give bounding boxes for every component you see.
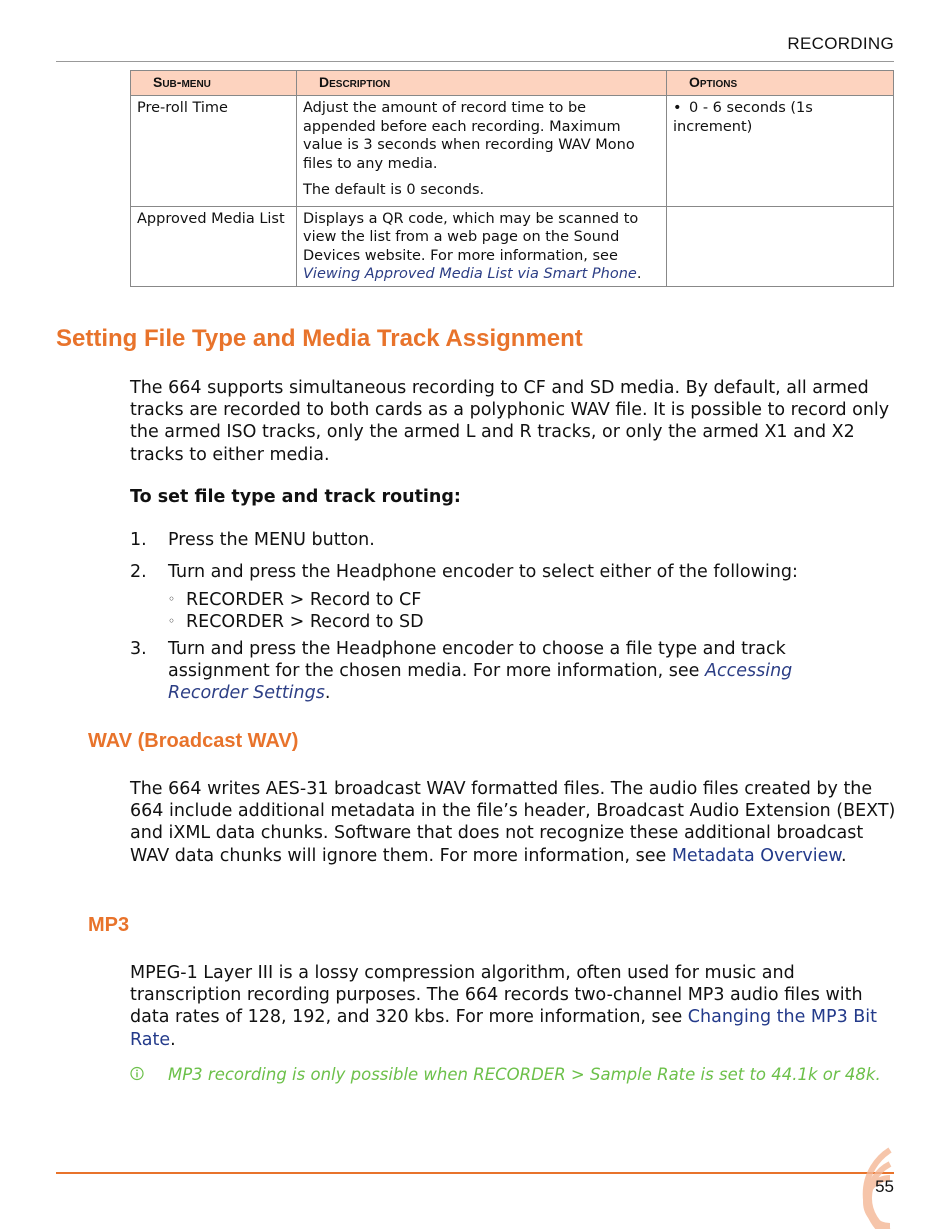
circle-bullet-icon: ◦ — [168, 614, 176, 628]
description-text: Adjust the amount of record time to be appended before each recording. Maximum value is 3 seconds when recording WAV Mono files to any media. — [303, 100, 635, 172]
note-text: MP3 recording is only possible when RECORDER > Sample Rate is set to 44.1k or 48k. — [168, 1065, 881, 1084]
circle-bullet-icon: ◦ — [168, 592, 176, 606]
wav-heading: WAV (Broadcast WAV) — [88, 730, 299, 752]
description-end: . — [636, 266, 642, 282]
step-end: . — [324, 683, 331, 704]
sub-list-item — [168, 610, 424, 633]
mp3-heading: MP3 — [88, 914, 130, 936]
step-text: Turn and press the Headphone encoder to select either of the following: — [168, 562, 798, 582]
step-2 — [130, 561, 870, 583]
wav-paragraph — [130, 778, 898, 867]
step-text: Press the MENU button. — [168, 530, 375, 550]
column-header-submenu: Sub-menu — [131, 71, 297, 96]
description-default-text: The default is 0 seconds. — [303, 182, 485, 198]
section-header-title: RECORDING — [787, 34, 894, 53]
mp3-text: MPEG-1 Layer III is a lossy compression algorithm, often used for music and transcription recording purposes. The 664 records two-channel MP3 audio files with data rates of 128, 192, and 320 kbs. For more information, see — [130, 963, 863, 1028]
mp3-end: . — [170, 1029, 176, 1050]
wav-end: . — [841, 845, 847, 866]
bullet-icon: • — [673, 100, 682, 116]
wav-text: The 664 writes AES-31 broadcast WAV formatted files. The audio files created by the 664 include additional metadata in the file’s header, Broadcast Audio Extension (BEXT) and iXML data chunks. Software that does not recognize these additional broadcast WAV data chunks will ignore them. For more information, see — [130, 779, 896, 866]
table-header-row — [131, 71, 894, 96]
intro-paragraph: The 664 supports simultaneous recording to CF and SD media. By default, all armed tracks are recorded to both cards as a polyphonic WAV file. It is possible to record only the armed ISO tracks, only the armed L and R tracks, or only the armed X1 and X2 tracks to either media. — [130, 378, 890, 465]
section-heading: Setting File Type and Media Track Assignment — [56, 325, 583, 352]
cell-description — [297, 206, 667, 286]
step-number: 1. — [130, 530, 147, 550]
footer-divider — [56, 1172, 894, 1174]
cell-submenu: Approved Media List — [131, 206, 297, 286]
header-divider — [56, 61, 894, 62]
page-number: 55 — [875, 1177, 894, 1196]
info-icon — [130, 1066, 144, 1087]
cell-options — [667, 96, 894, 207]
step-3 — [130, 638, 870, 705]
description-text: Displays a QR code, which may be scanned to view the list from a web page on the Sound Devices website. For more information, see — [303, 210, 639, 264]
table-row — [131, 206, 894, 286]
step-number: 2. — [130, 562, 147, 582]
sound-devices-logo-icon — [830, 1140, 910, 1229]
sub-item-text: RECORDER > Record to SD — [186, 612, 424, 632]
link-metadata-overview[interactable]: Metadata Overview — [671, 845, 842, 866]
cell-description — [297, 96, 667, 207]
procedure-heading: To set file type and track routing: — [130, 487, 461, 507]
step-number: 3. — [130, 639, 147, 659]
option-value: 0 - 6 seconds (1s increment) — [673, 100, 813, 135]
step-1 — [130, 529, 870, 551]
sub-list-item — [168, 588, 421, 611]
column-header-description: Description — [297, 71, 667, 96]
submenu-table — [130, 70, 894, 287]
link-viewing-approved-media-list[interactable]: Viewing Approved Media List via Smart Phone — [303, 266, 637, 282]
cell-submenu: Pre-roll Time — [131, 96, 297, 207]
step-text: Turn and press the Headphone encoder to choose a file type and track assignment for the chosen media. For more information, see — [168, 639, 786, 682]
mp3-paragraph — [130, 962, 898, 1051]
link-accessing-recorder-settings[interactable]: Accessing Recorder Settings — [168, 661, 793, 704]
table-row — [131, 96, 894, 207]
note-callout — [130, 1065, 890, 1086]
column-header-options: Options — [667, 71, 894, 96]
cell-options — [667, 206, 894, 286]
sub-item-text: RECORDER > Record to CF — [186, 590, 422, 610]
link-changing-mp3-bit-rate[interactable]: Changing the MP3 Bit Rate — [130, 1007, 877, 1050]
